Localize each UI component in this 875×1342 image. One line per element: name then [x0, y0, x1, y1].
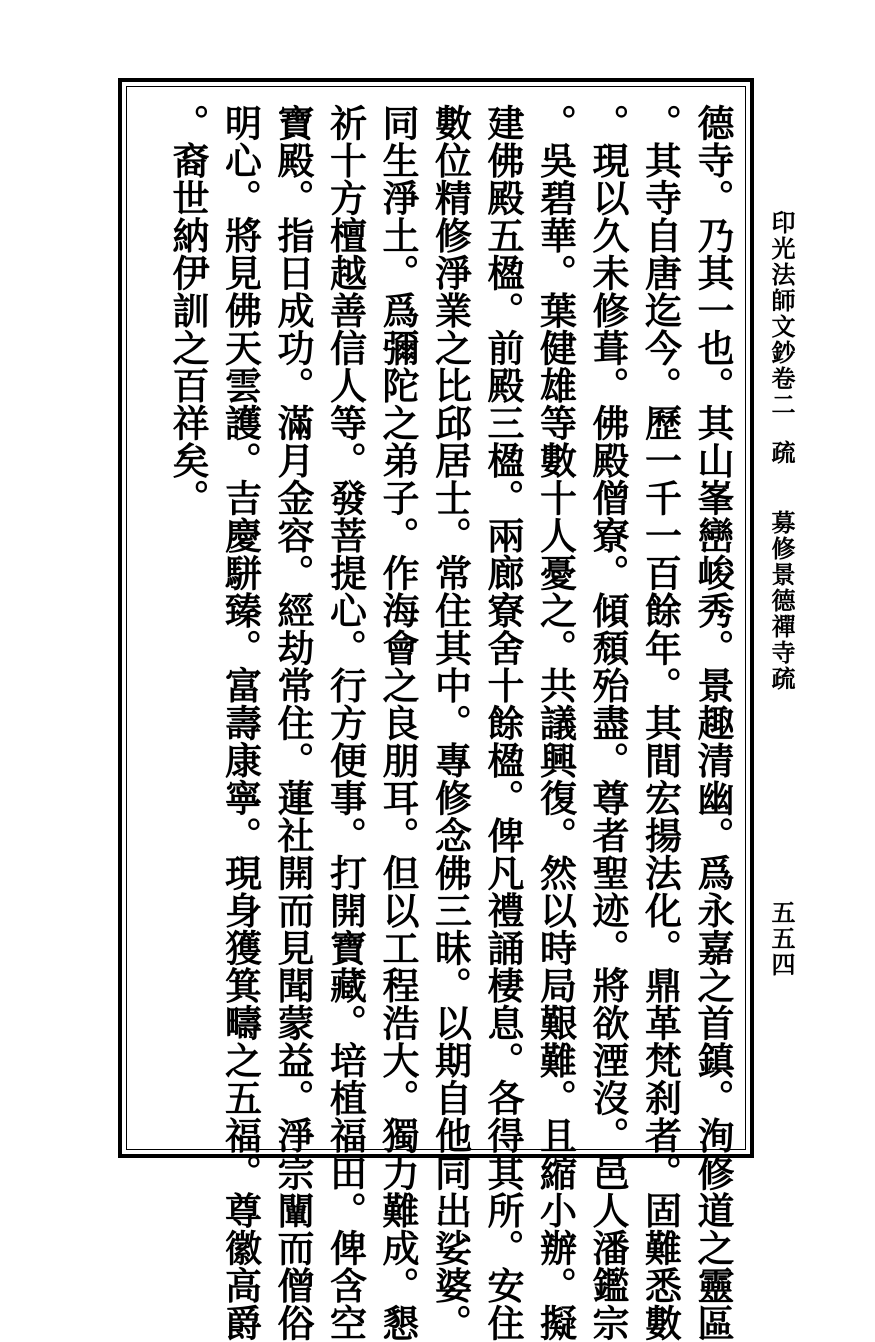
text-column: 同生淨土。爲彌陀之弟子。作海會之良朋耳。但以工程浩大。獨力難成。懇 [376, 104, 420, 1342]
article-title: 募修景德禪寺疏 [767, 510, 796, 692]
text-column: 。其寺自唐迄今。歷一千一百餘年。其間宏揚法化。鼎革梵刹者。固難悉數 [638, 104, 683, 1342]
book-title: 印光法師文鈔卷二 [767, 210, 796, 418]
text-column: 。現以久未修葺。佛殿僧寮。傾頹殆盡。尊者聖迹。將欲湮沒。邑人潘鑑宗 [586, 104, 630, 1342]
text-column: 。吳碧華。葉健雄等數十人憂之。共議興復。然以時局艱難。且縮小辦。擬 [533, 104, 578, 1342]
text-column: 建佛殿五楹。前殿三楹。兩廊寮舍十餘楹。俾凡禮誦棲息。各得其所。安住 [481, 104, 525, 1342]
text-column: 數位精修淨業之比邱居士。常住其中。專修念佛三昧。以期自他同出娑婆。 [428, 104, 473, 1342]
text-column: 德寺。乃其一也。其山峯巒峻秀。景趣清幽。爲永嘉之首鎮。洵修道之靈區 [691, 104, 735, 1342]
section-label: 疏 [767, 440, 796, 466]
text-column: 寶殿。指日成功。滿月金容。經劫常住。蓮社開而見聞蒙益。淨宗闡而僧俗 [271, 104, 315, 1342]
text-column: 明心。將見佛天雲護。吉慶駢臻。富壽康寧。現身獲箕疇之五福。尊徽高爵 [218, 104, 263, 1342]
running-header [764, 210, 799, 692]
text-column: 。裔世納伊訓之百祥矣。 [166, 104, 210, 517]
text-column: 祈十方檀越善信人等。發菩提心。行方便事。打開寶藏。培植福田。俾含空 [323, 104, 368, 1342]
page-number: 五五四 [767, 900, 796, 978]
main-text-block [139, 104, 739, 1342]
